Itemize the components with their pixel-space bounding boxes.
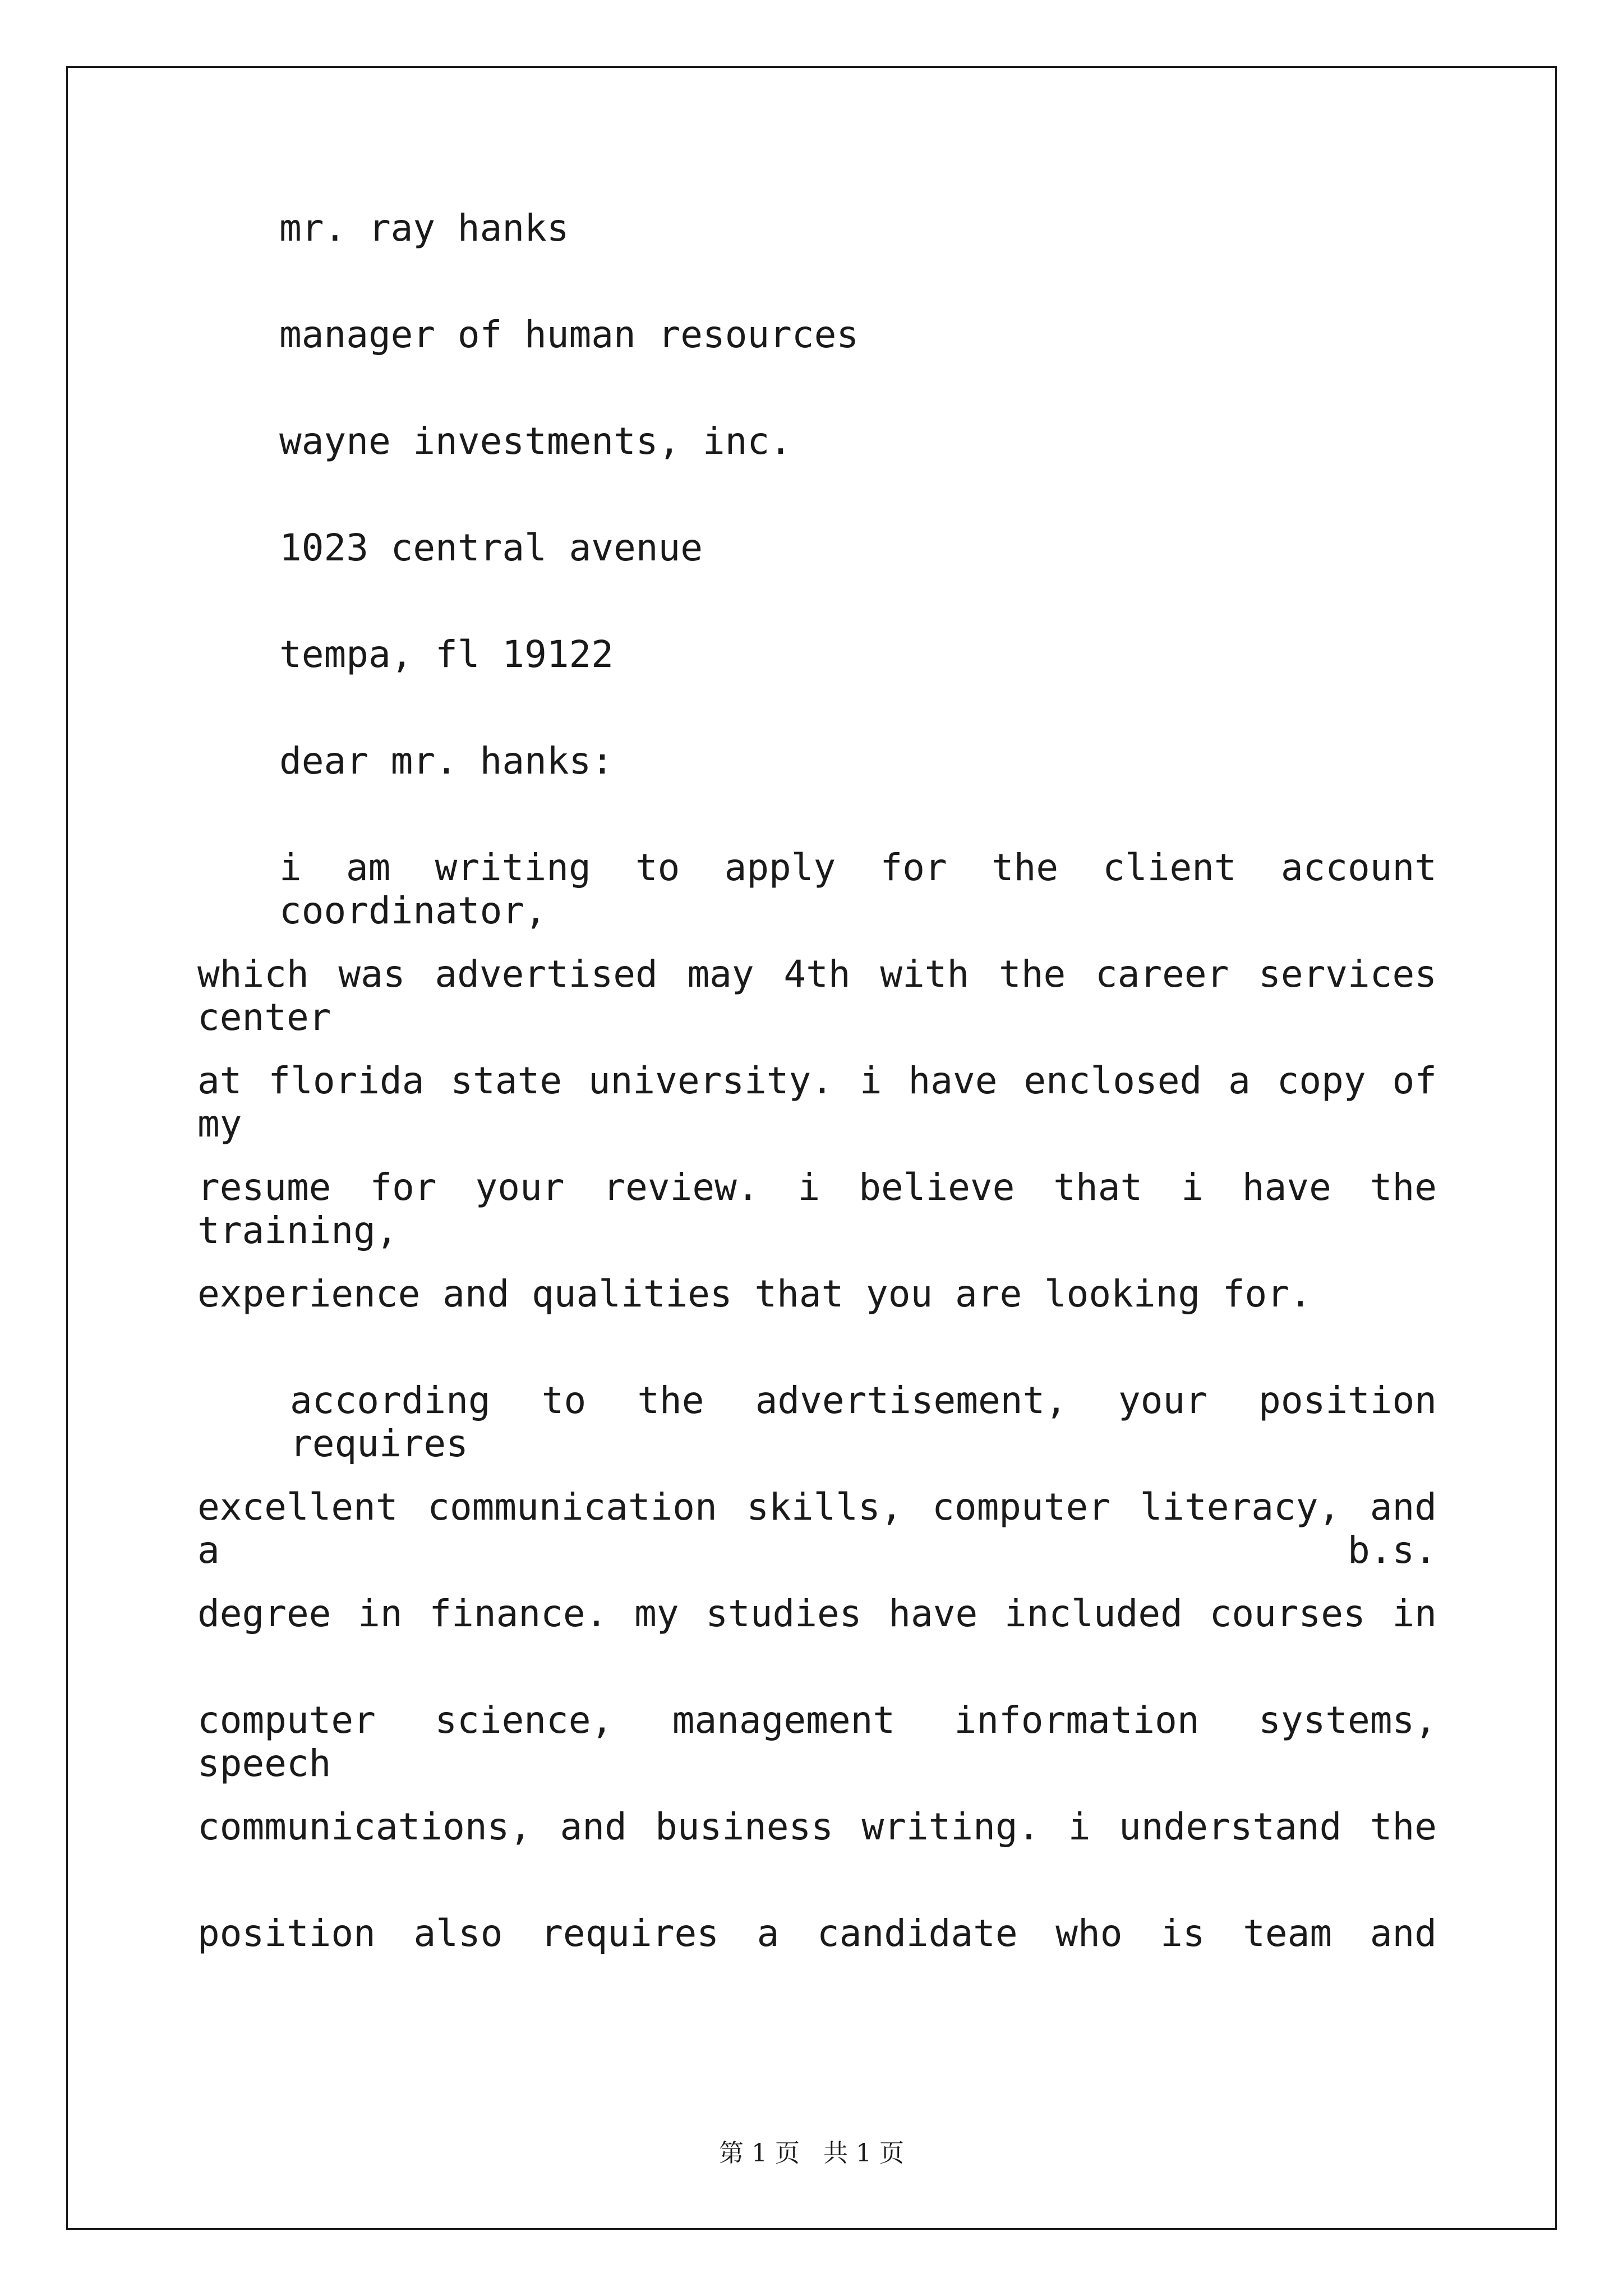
paragraph-2-line: computer science, management information systems, speech xyxy=(197,1699,1437,1785)
recipient-street: 1023 central avenue xyxy=(279,526,703,569)
paragraph-2-line: communications, and business writing. i understand the xyxy=(197,1805,1437,1848)
paragraph-1-line: resume for your review. i believe that i have the training, xyxy=(197,1166,1437,1252)
page-footer xyxy=(0,2133,1623,2169)
recipient-title: manager of human resources xyxy=(279,313,859,356)
salutation: dear mr. hanks: xyxy=(279,739,614,783)
page-border xyxy=(66,66,1557,2230)
page-number: 第 1 页 xyxy=(719,2139,800,2168)
paragraph-2-line: position also requires a candidate who is team and xyxy=(197,1912,1437,1955)
page-total: 共 1 页 xyxy=(823,2139,904,2168)
recipient-city: tempa, fl 19122 xyxy=(279,633,614,676)
recipient-name: mr. ray hanks xyxy=(279,206,569,250)
paragraph-1-line: at florida state university. i have enclosed a copy of my xyxy=(197,1059,1437,1145)
paragraph-2-line: degree in finance. my studies have included courses in xyxy=(197,1592,1437,1635)
recipient-company: wayne investments, inc. xyxy=(279,420,792,463)
paragraph-2-line: according to the advertisement, your position requires xyxy=(290,1379,1437,1465)
paragraph-2-line: excellent communication skills, computer literacy, and a b.s. xyxy=(197,1485,1437,1572)
paragraph-1-line: which was advertised may 4th with the career services center xyxy=(197,953,1437,1039)
paragraph-1-line: experience and qualities that you are looking for. xyxy=(197,1272,1312,1315)
paragraph-1-line: i am writing to apply for the client account coordinator, xyxy=(279,846,1437,932)
